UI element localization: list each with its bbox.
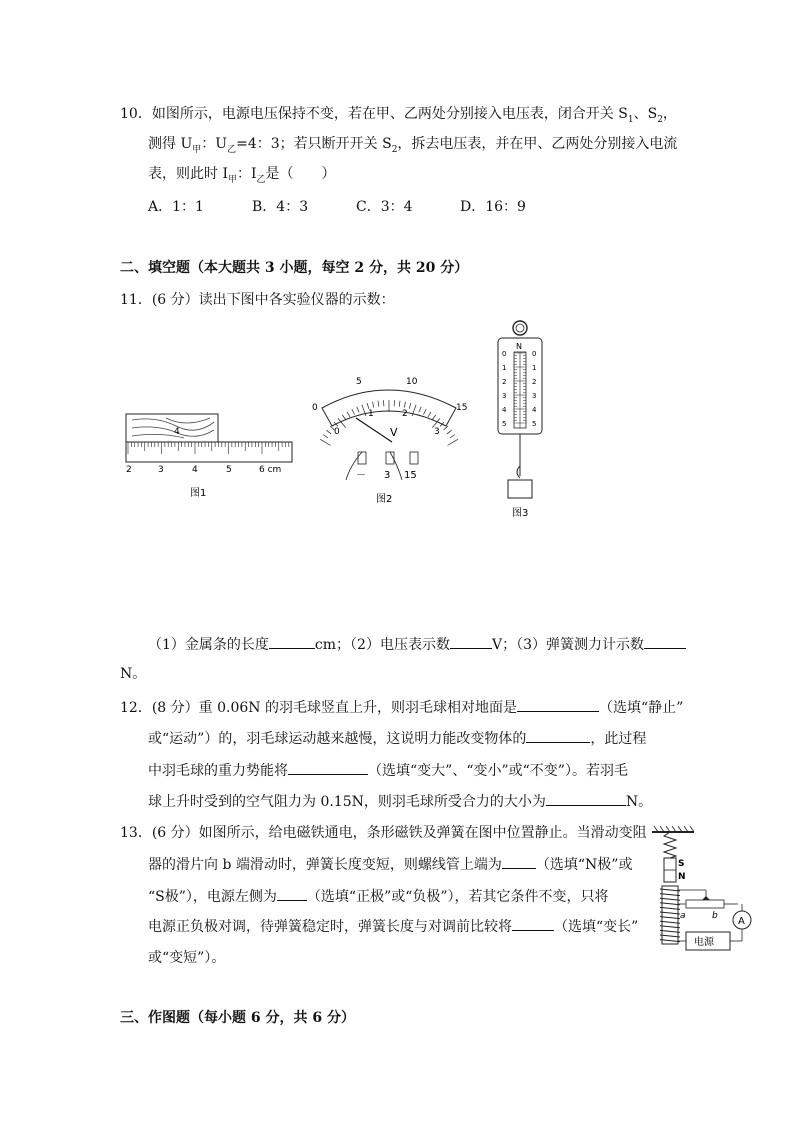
scale-tick-right: 1 (532, 364, 537, 372)
volt-tick (444, 426, 448, 430)
voltmeter-drawing (306, 370, 472, 510)
ruler-tick-label: 4 (192, 465, 198, 475)
power-source-label: 电源 (694, 937, 714, 948)
volt-needle (356, 418, 392, 442)
magnet-s-label: S (678, 859, 685, 869)
q10-option-d: D．16：9 (460, 199, 526, 215)
q10-line2: 测得 $U_甲$：$U_乙=4$：3；若只断开开关 $S_2$，拆去电压表，并在甲、乙两处分别接入电流 (148, 136, 678, 155)
q13-line5: 或“变短”）。 (148, 950, 226, 966)
volt-outer-label: 15 (456, 403, 468, 413)
volt-tick (323, 435, 328, 438)
figure-2-caption: 图2 (376, 494, 393, 505)
scale-tick-right: 4 (532, 406, 537, 414)
scale-tick-right: 3 (532, 392, 537, 400)
scale-tick-left: 1 (502, 364, 507, 372)
q12-line2: 或“运动”）的，羽毛球运动越来越慢，这说明力能改变物体的 ，此过程 (148, 728, 646, 749)
figure-electromagnet (650, 824, 754, 954)
ruler-tick-label: 2 (126, 465, 132, 475)
volt-inner-label: 3 (434, 427, 440, 437)
q11-answer-unit: N。 (120, 666, 147, 682)
answer-blank-net-force[interactable] (546, 791, 626, 806)
volt-tick (320, 439, 330, 445)
scale-unit: N (516, 342, 522, 351)
volt-inner-label: 0 (334, 427, 340, 437)
svg-text:4: 4 (174, 427, 180, 437)
volt-tick (448, 439, 458, 445)
volt-unit: V (390, 426, 398, 439)
answer-blank-pole[interactable] (502, 854, 536, 869)
q12-line1: 12．(8 分）重 0.06N 的羽毛球竖直上升，则羽毛球相对地面是 （选填“静止” (120, 697, 683, 718)
answer-blank-voltage[interactable] (450, 634, 492, 649)
scale-tick-left: 2 (502, 378, 507, 386)
q13-line3: “S极”），电源左侧为 （选填“正极”或“负极”），若其它条件不变，只将 (148, 886, 609, 907)
scale-tick-right: 2 (532, 378, 537, 386)
answer-blank-state[interactable] (526, 728, 590, 743)
figure-1-caption: 图1 (190, 488, 207, 499)
volt-tick (326, 430, 331, 434)
volt-inner-label: 2 (402, 409, 408, 419)
section3-title: 三、作图题（每小题 6 分，共 6 分） (120, 1010, 355, 1026)
q11-answer-line: （1）金属条的长度 cm；（2）电压表示数 V；（3）弹簧测力计示数 (148, 634, 686, 655)
ammeter-label: A (738, 916, 745, 927)
volt-outer-label: 5 (356, 377, 362, 387)
scale-tick-left: 3 (502, 392, 507, 400)
ruler-drawing (126, 412, 296, 502)
volt-terminal: 3 (384, 470, 391, 481)
volt-inner-label: 1 (368, 409, 374, 419)
electromagnet-drawing (650, 824, 754, 954)
q10-option-a: A．1：1 (148, 199, 204, 215)
answer-blank-length-change[interactable] (512, 916, 554, 931)
figure-1-ruler (126, 412, 296, 502)
volt-outer-label: 0 (312, 403, 318, 413)
q12-line4: 球上升时受到的空气阻力为 0.15N，则羽毛球所受合力的大小为 N。 (148, 791, 652, 812)
ruler-tick-label: 3 (158, 465, 164, 475)
q13-line2: 器的滑片向 b 端滑动时，弹簧长度变短，则螺线管上端为 （选填“N极”或 (148, 854, 632, 875)
scale-tick-left: 4 (502, 406, 507, 414)
ruler-tick-label: 5 (226, 465, 232, 475)
q11-stem: 11．(6 分）读出下图中各实验仪器的示数： (120, 292, 395, 308)
volt-terminal: － (356, 470, 366, 481)
scale-tick-left: 0 (502, 350, 507, 358)
ruler-tick-label: 6 cm (259, 465, 282, 475)
q10-line3: 表，则此时 $I_甲$：$I_乙$是（ ） (148, 166, 336, 185)
answer-blank-length[interactable] (269, 634, 315, 649)
spring-scale-drawing (494, 316, 550, 522)
q10-option-c: C．3：4 (356, 199, 413, 215)
scale-tick-right: 0 (532, 350, 537, 358)
q13-line1: 13．(6 分）如图所示，给电磁铁通电，条形磁铁及弹簧在图中位置静止。当滑动变阻 (120, 825, 647, 841)
answer-blank-force[interactable] (644, 634, 686, 649)
volt-outer-label: 10 (406, 377, 418, 387)
rheostat-a-label: a (680, 911, 686, 921)
volt-tick (447, 430, 452, 434)
volt-terminal: 15 (404, 470, 417, 481)
volt-tick (450, 435, 455, 438)
q10-option-b: B．4：3 (252, 199, 309, 215)
figure-3-caption: 图3 (512, 508, 529, 519)
q13-line4: 电源正负极对调，待弹簧稳定时，弹簧长度与对调前比较将 （选填“变长” (148, 916, 638, 937)
scale-tick-left: 5 (502, 420, 507, 428)
scale-tick-right: 5 (532, 420, 537, 428)
figure-3-spring-scale (494, 316, 550, 522)
magnet-n-label: N (678, 872, 686, 882)
answer-blank-motion[interactable] (517, 697, 599, 712)
figure-2-voltmeter (306, 370, 472, 510)
answer-blank-terminal[interactable] (277, 886, 307, 901)
q10-line1: 10．如图所示，电源电压保持不变，若在甲、乙两处分别接入电压表，闭合开关 $S_1$、$S_2$， (120, 106, 677, 125)
q12-line3: 中羽毛球的重力势能将 （选填“变大”、“变小”或“不变”）。若羽毛 (148, 760, 628, 781)
answer-blank-energy[interactable] (288, 760, 368, 775)
section2-title: 二、填空题（本大题共 3 小题，每空 2 分，共 20 分） (120, 260, 469, 276)
rheostat-b-label: b (712, 911, 718, 921)
